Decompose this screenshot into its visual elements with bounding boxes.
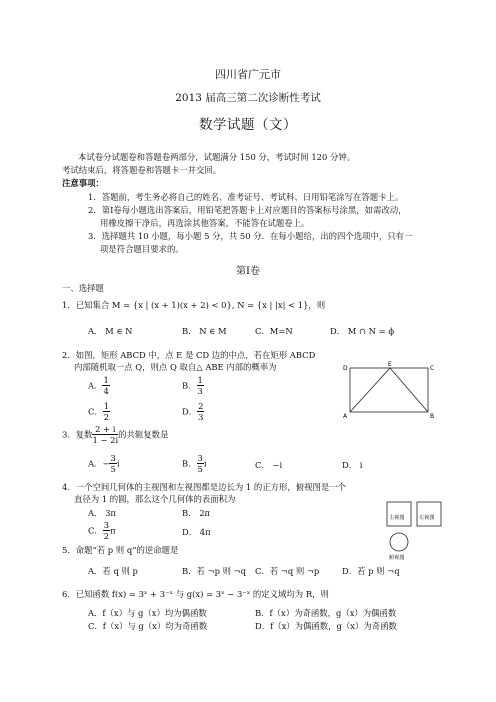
top-view-circle [390, 533, 408, 551]
q4-stem-1: 4．一个空间几何体的主视图和左视图都是边长为 1 的正方形，俯视图是一个 [62, 482, 346, 492]
q2-stem-1: 2．如图，矩形 ABCD 中，点 E 是 CD 边的中点，若在矩形 ABCD [62, 350, 316, 360]
three-view-figure [385, 500, 445, 562]
q3-option-a: A．− $\frac{3}{5}$ i [88, 453, 120, 475]
q3-stem: 3．复数 $\frac{2 + i}{1 - 2i}$ 的共轭复数是 [62, 424, 169, 446]
rectangle-abcd-figure [340, 360, 440, 420]
line-be [390, 368, 428, 412]
front-view-square [387, 502, 411, 526]
q1-option-c: C．M=N [255, 326, 293, 336]
note-1: 1．答题前，考生务必将自己的姓名、准考证号、考试科、日用铅笔涂写在答题卡上。 [88, 192, 404, 202]
q3-option-d: D． i [342, 460, 363, 470]
label-e: E [388, 361, 392, 368]
note-3b: 项是符合题目要求的。 [100, 244, 184, 254]
q1-option-a: A． M ∈ N [88, 326, 133, 336]
note-2b: 用橡皮擦干净后，再选涂其他答案，不能答在试题卷上。 [100, 218, 310, 228]
q5-stem: 5．命题“若 p 则 q”的逆命题是 [62, 545, 179, 555]
q4-option-d: D． 4π [182, 527, 211, 537]
q4-stem-2: 直径为 1 的圆，那么这个几何体的表面积为 [74, 494, 236, 504]
front-view-label: 主视图 [389, 515, 405, 521]
q6-option-c: C．f（x）与 g（x）均为奇函数 [88, 621, 208, 631]
q5-option-a: A．若 q 则 p [88, 566, 138, 576]
q5-option-b: B．若 ¬p 则 ¬q [182, 566, 247, 576]
q6-option-b: B．f（x）为奇函数，g（x）为偶函数 [255, 608, 397, 618]
rectangle-outline [350, 368, 428, 412]
q2-option-b: B． $\frac{1}{3}$ [182, 375, 203, 397]
notes-title: 注意事项： [62, 178, 104, 188]
q2-option-a: A． $\frac{1}{4}$ [88, 375, 109, 397]
label-b: B [430, 413, 435, 420]
top-view-label: 俯视图 [389, 555, 405, 561]
q1-stem: 1．已知集合 M = {x | (x + 1)(x + 2) < 0}, N = {x | |x| < 1}，则 [62, 300, 326, 310]
line-ae [350, 368, 390, 412]
volume-title: 第Ⅰ卷 [236, 266, 260, 277]
q2-option-d: D． $\frac{2}{3}$ [182, 401, 204, 423]
q6-option-a: A．f（x）与 g（x）均为偶函数 [88, 608, 207, 618]
q4-option-c: C． $\frac{3}{2}$ π [88, 520, 116, 542]
q5-option-d: D．若 p 则 ¬q [342, 566, 400, 576]
intro-line-2: 考试结束后，将答题卷和答题卡一并交回。 [62, 165, 222, 175]
q6-stem: 6．已知函数 f(x) = 3ˣ + 3⁻ˣ 与 g(x) = 3ˣ − 3⁻ˣ 的定义域均为 R，则 [62, 589, 329, 599]
label-c: C [430, 365, 435, 372]
label-d: D [343, 365, 348, 372]
left-view-square [417, 502, 441, 526]
subject-title: 数学试题（文） [199, 117, 297, 133]
left-view-label: 左视图 [419, 515, 435, 521]
q1-option-b: B． N ∈ M [182, 326, 227, 336]
q3-option-c: C． −i [255, 460, 283, 470]
note-3a: 3．选择题共 10 小题，每小题 5 分，共 50 分．在每小题给，出的四个选项中，只有一 [88, 231, 413, 241]
q4-option-a: A． 3π [88, 508, 116, 518]
intro-line-1: 本试卷分试题卷和答题卷两部分，试题满分 150 分，考试时间 120 分钟。 [78, 152, 356, 162]
q1-option-d: D． M ∩ N = ϕ [330, 326, 395, 336]
province-title: 四川省广元市 [215, 68, 281, 81]
note-2a: 2．第Ⅰ卷每小题选出答案后，用铅笔把答题卡上对应题目的答案标号涂黑，如需改动， [88, 205, 407, 215]
q4-option-b: B． 2π [182, 508, 211, 518]
q2-stem-2: 内部随机取一点 Q，则点 Q 取自△ ABE 内部的概率为 [74, 362, 277, 372]
q2-option-c: C． $\frac{1}{2}$ [88, 401, 110, 423]
part-title: 一、选择题 [62, 283, 104, 293]
exam-title: 2013 届高三第二次诊断性考试 [175, 92, 321, 104]
q6-option-d: D．f（x）为偶函数，g（x）为奇函数 [255, 621, 397, 631]
q5-option-c: C．若 ¬q 则 ¬p [255, 566, 320, 576]
label-a: A [343, 413, 348, 420]
q3-option-b: B． $\frac{3}{5}$ i [182, 453, 207, 475]
